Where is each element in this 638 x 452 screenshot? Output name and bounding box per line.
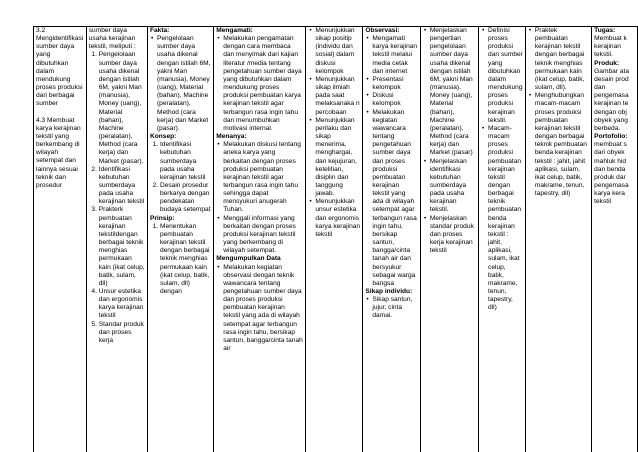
list-item: • Macam-macam proses produksi pembuatan kerajinan tekstil dengan berbagai teknik pembuatan benda kerajinan tekstil : jahit, aplikasi, sulam, ikat celup, batik, makrame, tenun, tapestry, dll) [488,125,523,313]
observasi-list [365,35,417,288]
list-item: • Menjelaskan pengertian pengelolaan sumber daya usaha dikenal dengan istilah 6M, yakni Man (manusia), Money (uang), Material (bahan), Machine (peralatan), Method (cara kerja) dan Market (pasar) [430,27,476,158]
learning-activities-cell [214,27,306,452]
list-item: • Melakukan kegiatan observasi dengan teknik wawancara tentang pengetahuan sumber daya dan proses produksi pembuatan kerajinan tekstil yang ada di wilayah setempat agar terbangun rasa ingin tahu, bersikap santun, bangga/cinta tanah air [223,264,303,354]
observasi-heading: Observasi: [365,27,400,34]
practice-cell [525,27,591,452]
list-item: • Definisi proses produksi dan sumber yang dibutuhkan dalam mendukung proses produksi kerajinan tekstil. [488,27,523,125]
list-item: 2. Identifikasi kebutuhan sumberdaya pada usaha kerajinan tekstil [99,166,145,207]
task-line: desain prod [594,75,629,83]
list-item: 1. Pengelolaan sumber daya usaha dikenal dengan istilah 6M, yakni Man (manusia), Money (uang), Material (bahan), Machine (peralatan), Method (cara kerja) dan Market (pasar). [99,51,145,165]
prinsip-list [150,223,211,296]
task-line: tekstil [594,198,612,206]
material-cell [86,27,147,452]
task-line: membuat s [594,141,627,149]
task-line: produk dar [594,173,626,181]
mengumpulkan-list [216,264,303,354]
list-item: • Melakukan kegiatan wawancara tentang pengetahuan sumber daya dan proses produksi pembuatan kerajinan tekstil yang ada di wilayah setempat agar terbangun rasa ingin tahu, bersikap santun, bangga/cinta tanah air dan bersyukur sebagai warga bangsa [372,109,417,288]
practice-list [528,27,589,198]
task-line: pengemasa [594,181,629,189]
task-line: karya kera [594,190,625,198]
list-item: 3. Prakterk pembuatan kerajinan tekstildengan berbagai teknik menghias permukaan kain (ikat celup, batik, sulam, dll) [99,206,145,288]
tugas-heading: Tugas: [594,27,616,34]
list-item: • Menggali informasi yang berkaitan dengan proses produksi kerajinan tekstil yang berkembang di wilayah setempat. [223,215,303,256]
lesson-plan-table [33,26,638,452]
task-line: pengemasa [594,92,629,100]
list-item: • Mengamati karya kerajinan tekstil melalui media cetak dan internet [372,35,417,76]
task-line: dengan obj [594,108,627,116]
task-line: mahluk hid [594,157,627,165]
material-intro: sumber daya usaha kerajinan tekstil, meliputi : [88,27,136,51]
list-item: 5. Standar produk dan proses kerja [99,321,145,345]
definition-list [481,27,523,312]
table-row [34,27,638,452]
portofolio-heading: Portofolio: [594,133,628,141]
mengamati-heading: Mengamati: [216,27,253,34]
explanation-list [423,27,476,255]
assessment-cell [363,27,420,452]
list-item: • Menjelaskan standar produk dan proses kerja kerajinan tekstil [430,215,476,256]
task-line: Gambar ata [594,67,629,75]
task-line: kerajinan te [594,100,629,108]
mengumpulkan-heading: Mengumpulkan Data [216,255,281,263]
list-item: 2. Desain prosedur berkarya dengan pendekatan budaya setempat [160,182,211,215]
menanya-list [216,141,303,255]
list-item: 1. Identifikasi kebutuhan sumberdaya pada usaha kerajinan tekstil [160,141,211,182]
list-item: • Sikap santun, jujur, cinta damai. [372,296,417,320]
list-item: • Menunjukkan sikap ilmiah pada saat melaksanaka n percobaan [315,76,360,117]
list-item: • Menjelaskan identifikasi kebutuhan sumberdaya pada usaha kerajinan tekstil. [430,158,476,215]
task-line: berbeda. [594,124,621,132]
task-product-cell [592,27,638,452]
list-item: • Pengelolaan sumber daya usaha dikenal dengan istilah 6M, yakni Man (manusia), Money (uang), Material (bahan), Machine (peralatan), Method (cara kerja) dan Market (pasar). [157,35,211,133]
task-line: kerajinan [594,43,621,51]
explanation-cell [420,27,478,452]
list-item: 4. Unsur estetika dan ergonomis karya kerajinan tekstil [99,288,145,321]
competency-cell [34,27,87,452]
list-item: 1. Menentukan pembuatan kerajinan tekstil dengan berbagai teknik menghias permukaan kain (ikat celup, batik, sulam, dll) dengan [160,223,211,296]
material-list [89,51,145,345]
knowledge-cell [147,27,213,452]
konsep-heading: Konsep: [149,133,177,141]
list-item: • Menghubungkan macam-macam proses produksi pembuatan kerajinan tekstil dengan berbagai teknik pembuatan benda kerajinan tekstil : jahit, jahit aplikasi, sulam, ikat celup, batik, makrame, tenun, tapestry, dll) [535,92,589,198]
sikap-list [365,296,417,320]
task-line: dan benda [594,165,626,173]
attitude-cell [306,27,363,452]
list-item: • Melakukan pengamatan dengan cara membaca dan menyimak dari kajian literatur /media tentang pengetahuan sumber daya yang dibutuhkan dalam mendukung proses produksi pembuatan karya kerajinan tekstil agar terbangun rasa ingin tahu dan menumbuhkan motivasi internal. [223,35,303,133]
task-line: obyek yang [594,116,628,124]
list-item: • Presentasi kelompok [372,76,417,92]
produk-heading: Produk: [594,59,620,67]
konsep-list [150,141,211,214]
sikap-heading: Sikap individu: [365,288,413,295]
list-item: • Menunjukkan perilaku dan sikap menerima, menghargai, dan kejujuran, ketelitian, disiplin dan tanggung jawab. [315,117,360,199]
list-item: • Praktek pembuatan kerajinan tekstil dengan berbagai teknik menghias permukaan kain (ikat celup, batik, sulam, dll). [535,27,589,92]
basic-competency-3-2: 3.2 Mengidentifikasi sumber daya yang dibutuhkan dalam mendukung proses produksi dari berbagai sumber [36,27,84,108]
menanya-heading: Menanya: [216,133,247,141]
attitude-list [308,27,360,239]
task-line: Membuat k [594,35,627,43]
definition-cell [479,27,526,452]
list-item: • Menunjukkan sikap positip (individu dan sosial) dalam diskusi kelompok [315,27,360,76]
task-line: dari obyek [594,149,625,157]
mengamati-list [216,35,303,133]
fakta-heading: Fakta: [149,27,170,34]
list-item: • Melakukan diskusi tentang aneka karya yang berkaitan dengan proses produksi pembuatan kerajinan tekstil agar terbangun rasa ingin tahu sehingga dapat mensyukuri anugerah Tuhan. [223,141,303,214]
list-item: • Menunjukkan unsur estetika dan ergonomis karya kerajinan tekstil [315,198,360,239]
prinsip-heading: Prinsip: [149,214,175,222]
list-item: • Diskusi kelompok [372,92,417,108]
fakta-list [150,35,211,133]
basic-competency-4-3: 4.3 Membuat karya kerajinan tekstil yang berkembang di wilayah setempat dan lainnya sesuai teknik dan prosedur [36,116,81,189]
task-line: dan [594,84,606,92]
task-line: tekstil. [594,51,613,59]
